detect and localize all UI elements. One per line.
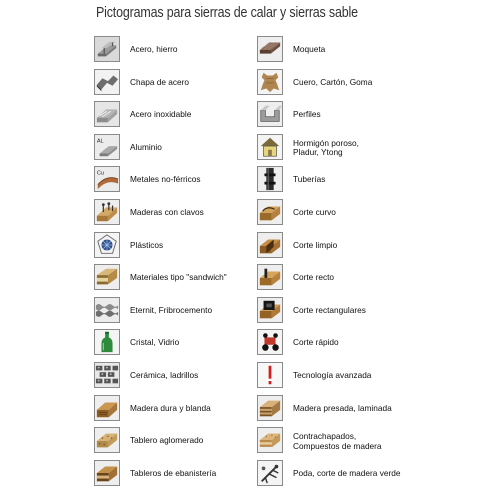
pictogram-item [257,166,467,199]
pictogram-item [257,395,467,428]
page-title: Pictogramas para sierras de calar y sierras sable [96,5,358,21]
pictogram-item [257,101,467,134]
stainless-steel-icon [94,101,120,127]
item-label: Maderas con clavos [130,206,204,217]
profiles-icon [257,101,283,127]
item-label: Materiales tipo "sandwich" [130,272,227,283]
item-label: Cristal, Vidrio [130,337,180,348]
applications-column [257,36,467,492]
glass-bottle-icon [94,329,120,355]
item-label: Madera dura y blanda [130,402,211,413]
pictogram-item [257,232,467,265]
plywood-icon [257,427,283,453]
rectangular-cut-icon [257,297,283,323]
item-label: Contrachapados, Compuestos de madera [293,431,382,451]
fibre-cement-icon [94,297,120,323]
pictogram-item [257,199,467,232]
item-label: Corte limpio [293,239,338,250]
item-label: Cuero, Cartón, Goma [293,76,373,87]
copper-symbol: Cu [96,170,104,177]
pictogram-item [257,264,467,297]
item-label: Moqueta [293,44,326,54]
item-label: Perfiles [293,109,321,120]
advanced-technology-icon [257,362,283,388]
straight-cut-icon [257,264,283,290]
item-label: Acero, hierro [130,44,178,54]
item-label: Corte recto [293,272,335,283]
carpet-icon [257,36,283,62]
item-label: Corte curvo [293,206,336,217]
non-ferrous-metal-icon [94,166,120,192]
pictogram-item [257,329,467,362]
item-label: Aluminio [130,141,162,152]
fast-cut-icon [257,329,283,355]
item-label: Plásticos [130,239,164,250]
pictogram-item [257,297,467,330]
clean-cut-icon [257,232,283,258]
item-label: Tuberías [293,174,326,185]
aerated-concrete-icon [257,134,283,160]
item-label: Eternit, Fribrocemento [130,304,213,315]
pictogram-item [257,134,467,167]
item-label: Cerámica, ladrillos [130,369,199,380]
item-label: Acero inoxidable [130,109,192,120]
wood-with-nails-icon [94,199,120,225]
steel-sheet-icon [94,69,120,95]
plastics-icon [94,232,120,258]
pictogram-item [257,36,467,69]
item-label: Corte rápido [293,337,339,348]
aluminium-symbol: AL [96,138,104,145]
steel-beam-icon [94,36,120,62]
leather-hide-icon [257,69,283,95]
pruning-icon [257,460,283,486]
ceramic-bricks-icon [94,362,120,388]
item-label: Metales no-férricos [130,174,201,185]
sandwich-material-icon [94,264,120,290]
item-label: Corte rectangulares [293,304,366,315]
item-label: Poda, corte de madera verde [293,467,401,478]
pipes-icon [257,166,283,192]
item-label: Chapa de acero [130,76,190,87]
cabinet-board-icon [94,460,120,486]
item-label: Tablero aglomerado [130,435,204,446]
pictogram-item [257,427,467,460]
item-label: Tecnología avanzada [293,369,372,380]
item-label: Madera presada, laminada [293,402,392,413]
hard-soft-wood-icon [94,395,120,421]
item-label: Hormigón poroso, Pladur, Ytong [293,137,359,158]
chipboard-icon [94,427,120,453]
item-label: Tableros de ebanistería [130,467,217,478]
aluminium-icon [94,134,120,160]
pictogram-item [257,69,467,102]
curved-cut-icon [257,199,283,225]
pictogram-item [257,460,467,492]
pictogram-item [257,362,467,395]
laminated-wood-icon [257,395,283,421]
